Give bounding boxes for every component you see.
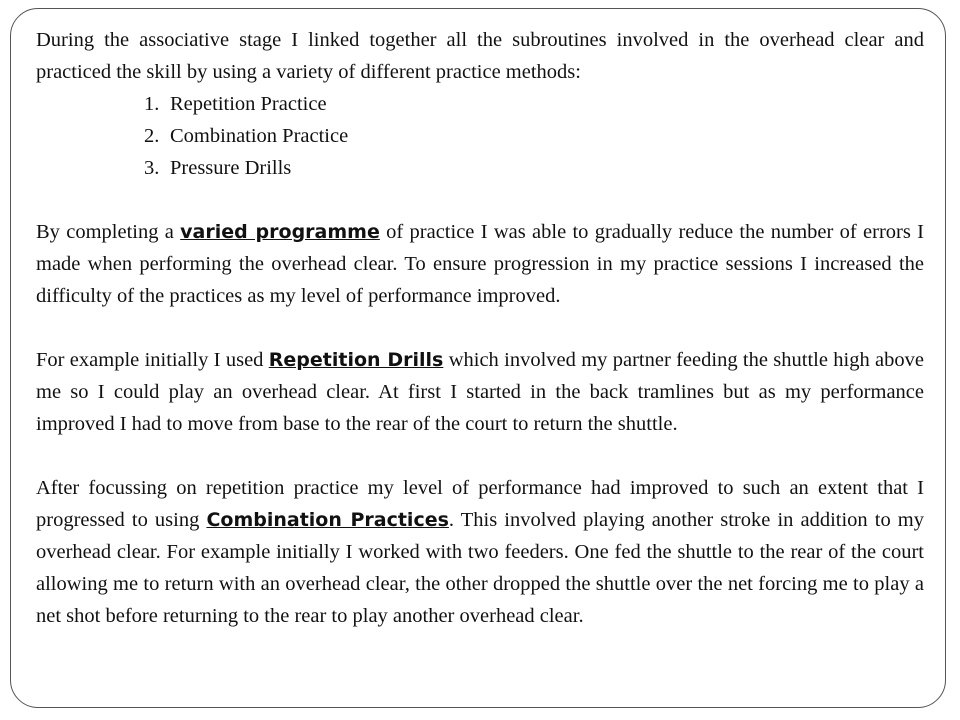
intro-paragraph: During the associative stage I linked together all the subroutines involved in the overhead clear and practiced the skill by using a variety of different practice methods:: [36, 29, 924, 83]
highlight-repetition-drills: Repetition Drills: [268, 349, 444, 371]
highlight-varied-programme: varied programme: [180, 221, 380, 243]
list-item-number: 2.: [144, 125, 160, 147]
list-item: [36, 120, 924, 152]
list-item-label: Pressure Drills: [170, 157, 292, 179]
paragraph-text: of practice I was able to gradually reduce the number of errors I made when performing the overhead clear. To ensure progression in my practice sessions I increased the difficulty of the practices as my level of performance improved.: [36, 221, 924, 307]
paragraph-spacer: [36, 440, 924, 472]
paragraph-text: By completing a: [36, 221, 181, 243]
list-item: [36, 152, 924, 184]
repetition-drills-paragraph: [36, 344, 924, 440]
paragraph-text: . This involved playing another stroke in addition to my overhead clear. For example initially I worked with two feeders. One fed the shuttle to the rear of the court allowing me to return with an overhead clear, the other dropped the shuttle over the net forcing me to play a net shot before returning to the rear to play another overhead clear.: [36, 509, 924, 627]
combination-practices-paragraph: [36, 472, 924, 632]
slide-content: [36, 24, 924, 632]
paragraph-spacer: [36, 184, 924, 216]
paragraph-text: which involved my partner feeding the shuttle high above me so I could play an overhead clear. At first I started in the back tramlines but as my performance improved I had to move from base to the rear of the court to return the shuttle.: [36, 349, 925, 435]
paragraph-text: After focussing on repetition practice my level of performance had improved to such an extent that I progressed to using: [36, 477, 924, 531]
paragraph-spacer: [36, 312, 924, 344]
list-item-label: Combination Practice: [170, 125, 349, 147]
varied-programme-paragraph: [36, 216, 924, 312]
paragraph-text: For example initially I used: [36, 349, 269, 371]
list-item-number: 3.: [144, 157, 160, 179]
list-item-label: Repetition Practice: [170, 93, 327, 115]
highlight-combination-practices: Combination Practices: [206, 509, 449, 531]
list-item-number: 1.: [144, 93, 160, 115]
practice-methods-list: [36, 88, 924, 184]
list-item: [36, 88, 924, 120]
